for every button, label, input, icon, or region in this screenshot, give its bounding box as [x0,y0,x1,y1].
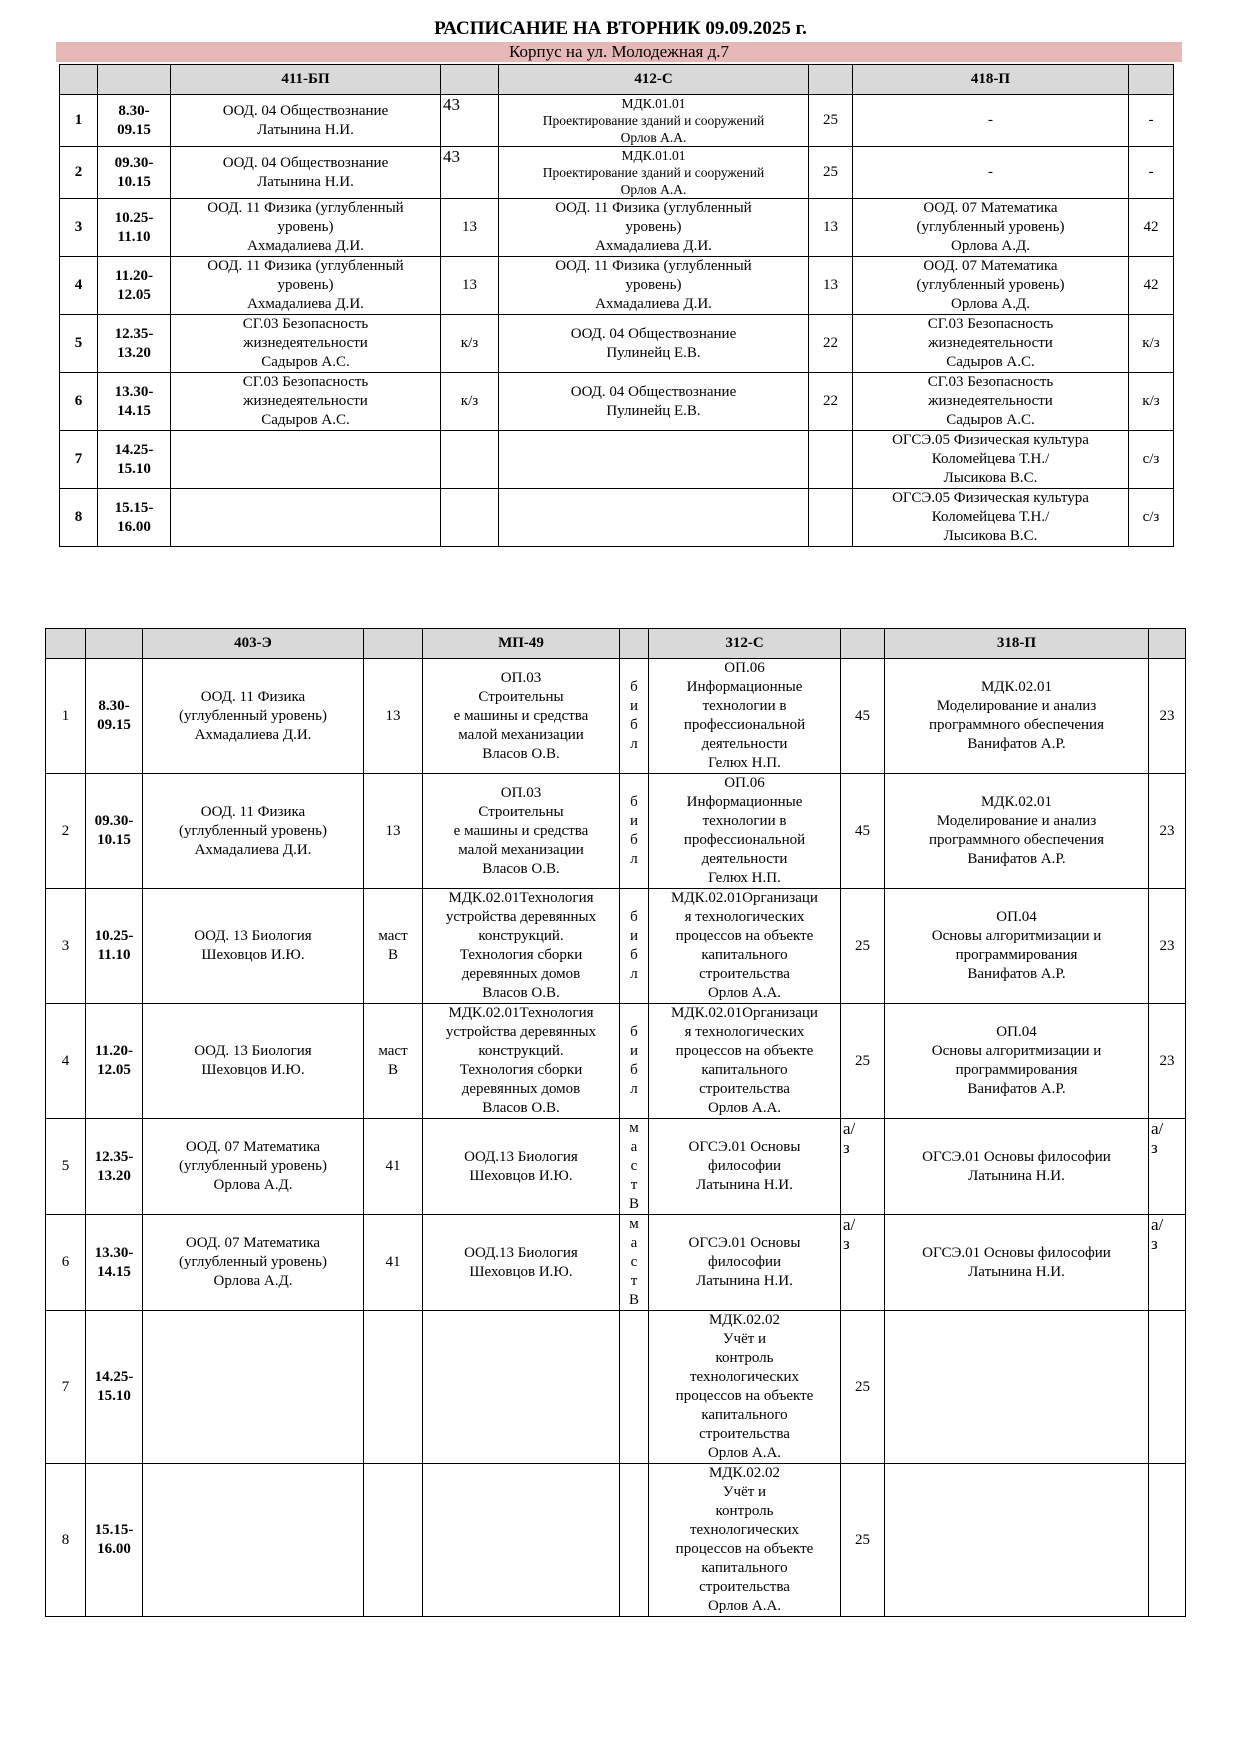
room-cell: б и б л [620,1004,649,1119]
room-cell [620,1311,649,1464]
lesson-cell [499,431,809,489]
lesson-cell: ООД. 11 Физика (углубленный уровень) Ахмадалиева Д.И. [171,257,441,315]
group-header: МП-49 [423,629,620,659]
time-slot: 12.35- 13.20 [86,1119,143,1215]
room-header [364,629,423,659]
room-cell: с/з [1129,489,1174,547]
lesson-cell: ОП.06 Информационные технологии в профессиональной деятельности Гелюх Н.П. [649,774,841,889]
room-cell: 41 [364,1215,423,1311]
table-row [46,774,1186,889]
room-cell: 23 [1149,659,1186,774]
time-slot: 13.30- 14.15 [98,373,171,431]
lesson-cell: ООД. 04 Обществознание Пулинейц Е.В. [499,315,809,373]
table-header-row [60,65,1174,95]
table-row [60,257,1174,315]
room-cell [809,431,853,489]
room-cell: к/з [441,373,499,431]
lesson-cell: МДК.02.01 Моделирование и анализ программного обеспечения Ванифатов А.Р. [885,659,1149,774]
lesson-cell: МДК.01.01 Проектирование зданий и сооружений Орлов А.А. [499,147,809,199]
table-row [60,199,1174,257]
lesson-cell: МДК.02.02 Учёт и контроль технологических процессов на объекте капитального строительства Орлов А.А. [649,1311,841,1464]
room-cell: 13 [809,257,853,315]
pair-number: 8 [46,1464,86,1617]
room-cell [1149,1464,1186,1617]
time-slot: 09.30- 10.15 [86,774,143,889]
lesson-cell: ОГСЭ.01 Основы философии Латынина Н.И. [649,1119,841,1215]
table-row [60,373,1174,431]
room-header [809,65,853,95]
time-slot: 8.30- 09.15 [86,659,143,774]
group-header: 411-БП [171,65,441,95]
room-cell [441,431,499,489]
room-cell [364,1464,423,1617]
lesson-cell: МДК.02.01Организаци я технологических процессов на объекте капитального строительства Орлов А.А. [649,1004,841,1119]
lesson-cell: МДК.02.01 Моделирование и анализ программного обеспечения Ванифатов А.Р. [885,774,1149,889]
pair-number: 2 [46,774,86,889]
group-header: 403-Э [143,629,364,659]
time-slot: 12.35- 13.20 [98,315,171,373]
lesson-cell [499,489,809,547]
lesson-cell: ООД. 07 Математика (углубленный уровень) Орлова А.Д. [853,199,1129,257]
pair-number: 3 [46,889,86,1004]
room-cell: 23 [1149,1004,1186,1119]
room-cell [620,1464,649,1617]
lesson-cell: ОГСЭ.05 Физическая культура Коломейцева Т.Н./ Лысикова В.С. [853,431,1129,489]
room-cell: а/ з [1149,1215,1186,1311]
lesson-cell: ООД.13 Биология Шеховцов И.Ю. [423,1215,620,1311]
lesson-cell: ООД.13 Биология Шеховцов И.Ю. [423,1119,620,1215]
room-cell: 25 [809,95,853,147]
room-cell: 22 [809,373,853,431]
time-slot: 11.20- 12.05 [98,257,171,315]
lesson-cell [171,431,441,489]
page-title: РАСПИСАНИЕ НА ВТОРНИК 09.09.2025 г. [434,18,807,39]
room-cell: к/з [441,315,499,373]
time-slot: 14.25- 15.10 [86,1311,143,1464]
pair-number: 1 [60,95,98,147]
table-header-row [46,629,1186,659]
room-cell: 23 [1149,889,1186,1004]
pair-number: 5 [46,1119,86,1215]
lesson-cell: ООД. 04 Обществознание Пулинейц Е.В. [499,373,809,431]
group-header: 418-П [853,65,1129,95]
time-slot: 15.15- 16.00 [98,489,171,547]
pair-number: 5 [60,315,98,373]
room-cell: 22 [809,315,853,373]
room-cell: 13 [441,199,499,257]
lesson-cell: ООД. 11 Физика (углубленный уровень) Ахмадалиева Д.И. [499,257,809,315]
room-header [620,629,649,659]
pair-number: 7 [60,431,98,489]
lesson-cell: ООД. 11 Физика (углубленный уровень) Ахмадалиева Д.И. [171,199,441,257]
time-slot: 10.25- 11.10 [98,199,171,257]
time-slot: 14.25- 15.10 [98,431,171,489]
room-cell: 25 [841,1004,885,1119]
room-cell: 13 [441,257,499,315]
room-header [841,629,885,659]
room-cell [364,1311,423,1464]
time-slot: 09.30- 10.15 [98,147,171,199]
lesson-cell: ООД. 07 Математика (углубленный уровень) Орлова А.Д. [853,257,1129,315]
pair-number: 6 [46,1215,86,1311]
lesson-cell: СГ.03 Безопасность жизнедеятельности Садыров А.С. [171,315,441,373]
table-row [60,147,1174,199]
schedule-table-2 [45,628,1186,1617]
lesson-cell [143,1464,364,1617]
table-row [46,1119,1186,1215]
time-slot: 10.25- 11.10 [86,889,143,1004]
lesson-cell [885,1464,1149,1617]
lesson-cell: ОП.03 Строительны е машины и средства малой механизации Власов О.В. [423,774,620,889]
time-header [86,629,143,659]
table-row [60,489,1174,547]
pair-number: 7 [46,1311,86,1464]
lesson-cell: ОП.04 Основы алгоритмизации и программирования Ванифатов А.Р. [885,889,1149,1004]
lesson-cell: ООД. 07 Математика (углубленный уровень) Орлова А.Д. [143,1215,364,1311]
room-cell: маст В [364,889,423,1004]
group-header: 318-П [885,629,1149,659]
lesson-cell: МДК.02.02 Учёт и контроль технологических процессов на объекте капитального строительства Орлов А.А. [649,1464,841,1617]
room-cell: - [1129,147,1174,199]
room-cell: к/з [1129,373,1174,431]
room-cell: а/ з [841,1215,885,1311]
room-cell: 25 [841,1464,885,1617]
lesson-cell: МДК.01.01 Проектирование зданий и сооружений Орлов А.А. [499,95,809,147]
lesson-cell: ООД. 11 Физика (углубленный уровень) Ахмадалиева Д.И. [143,774,364,889]
lesson-cell: - [853,95,1129,147]
room-cell: 25 [809,147,853,199]
room-cell: к/з [1129,315,1174,373]
table-row [46,889,1186,1004]
room-cell: с/з [1129,431,1174,489]
pair-number: 2 [60,147,98,199]
pair-number: 8 [60,489,98,547]
pair-number: 4 [46,1004,86,1119]
lesson-cell: МДК.02.01Технология устройства деревянных конструкций. Технология сборки деревянных домов Власов О.В. [423,1004,620,1119]
lesson-cell: ОГСЭ.05 Физическая культура Коломейцева Т.Н./ Лысикова В.С. [853,489,1129,547]
room-cell: 45 [841,774,885,889]
room-cell: б и б л [620,889,649,1004]
room-cell [809,489,853,547]
lesson-cell: ООД. 04 Обществознание Латынина Н.И. [171,147,441,199]
lesson-cell: ООД. 13 Биология Шеховцов И.Ю. [143,889,364,1004]
table-row [60,315,1174,373]
room-cell [1149,1311,1186,1464]
lesson-cell [423,1311,620,1464]
lesson-cell: ОГСЭ.01 Основы философии Латынина Н.И. [885,1215,1149,1311]
pair-number: 3 [60,199,98,257]
lesson-cell: МДК.02.01Организаци я технологических процессов на объекте капитального строительства Орлов А.А. [649,889,841,1004]
lesson-cell: СГ.03 Безопасность жизнедеятельности Садыров А.С. [853,373,1129,431]
room-cell: а/ з [841,1119,885,1215]
lesson-cell: - [853,147,1129,199]
table-row [46,1004,1186,1119]
lesson-cell: ОП.06 Информационные технологии в профессиональной деятельности Гелюх Н.П. [649,659,841,774]
room-cell: м а с т В [620,1119,649,1215]
lesson-cell: ОГСЭ.01 Основы философии Латынина Н.И. [885,1119,1149,1215]
room-cell: 42 [1129,257,1174,315]
room-cell: 23 [1149,774,1186,889]
lesson-cell [885,1311,1149,1464]
lesson-cell [171,489,441,547]
table-row [60,431,1174,489]
room-cell: 43 [441,95,499,147]
room-cell: 13 [364,774,423,889]
room-cell: 13 [364,659,423,774]
time-slot: 15.15- 16.00 [86,1464,143,1617]
room-cell: 25 [841,1311,885,1464]
pair-number: 6 [60,373,98,431]
room-cell: 41 [364,1119,423,1215]
room-cell: а/ з [1149,1119,1186,1215]
room-cell: б и б л [620,774,649,889]
room-cell: - [1129,95,1174,147]
time-slot: 8.30- 09.15 [98,95,171,147]
room-cell: маст В [364,1004,423,1119]
lesson-cell [423,1464,620,1617]
schedule-table-1 [59,64,1174,547]
room-cell: б и б л [620,659,649,774]
room-cell: м а с т В [620,1215,649,1311]
room-cell: 42 [1129,199,1174,257]
lesson-cell [143,1311,364,1464]
table-row [46,1311,1186,1464]
time-slot: 13.30- 14.15 [86,1215,143,1311]
lesson-cell: ОП.03 Строительны е машины и средства малой механизации Власов О.В. [423,659,620,774]
table-row [46,1464,1186,1617]
lesson-cell: ООД. 04 Обществознание Латынина Н.И. [171,95,441,147]
pair-number: 4 [60,257,98,315]
lesson-cell: МДК.02.01Технология устройства деревянных конструкций. Технология сборки деревянных домов Власов О.В. [423,889,620,1004]
lesson-cell: ОП.04 Основы алгоритмизации и программирования Ванифатов А.Р. [885,1004,1149,1119]
room-cell: 45 [841,659,885,774]
time-slot: 11.20- 12.05 [86,1004,143,1119]
room-cell: 43 [441,147,499,199]
building-banner: Корпус на ул. Молодежная д.7 [56,42,1182,62]
room-cell: 13 [809,199,853,257]
lesson-cell: ООД. 07 Математика (углубленный уровень) Орлова А.Д. [143,1119,364,1215]
lesson-cell: ОГСЭ.01 Основы философии Латынина Н.И. [649,1215,841,1311]
room-cell [441,489,499,547]
pair-number-header [46,629,86,659]
lesson-cell: ООД. 11 Физика (углубленный уровень) Ахмадалиева Д.И. [499,199,809,257]
table-row [60,95,1174,147]
group-header: 312-С [649,629,841,659]
room-header [1129,65,1174,95]
table-row [46,659,1186,774]
room-cell: 25 [841,889,885,1004]
group-header: 412-С [499,65,809,95]
lesson-cell: ООД. 13 Биология Шеховцов И.Ю. [143,1004,364,1119]
table-row [46,1215,1186,1311]
time-header [98,65,171,95]
pair-number: 1 [46,659,86,774]
lesson-cell: СГ.03 Безопасность жизнедеятельности Садыров А.С. [853,315,1129,373]
room-header [441,65,499,95]
room-header [1149,629,1186,659]
lesson-cell: СГ.03 Безопасность жизнедеятельности Садыров А.С. [171,373,441,431]
lesson-cell: ООД. 11 Физика (углубленный уровень) Ахмадалиева Д.И. [143,659,364,774]
pair-number-header [60,65,98,95]
